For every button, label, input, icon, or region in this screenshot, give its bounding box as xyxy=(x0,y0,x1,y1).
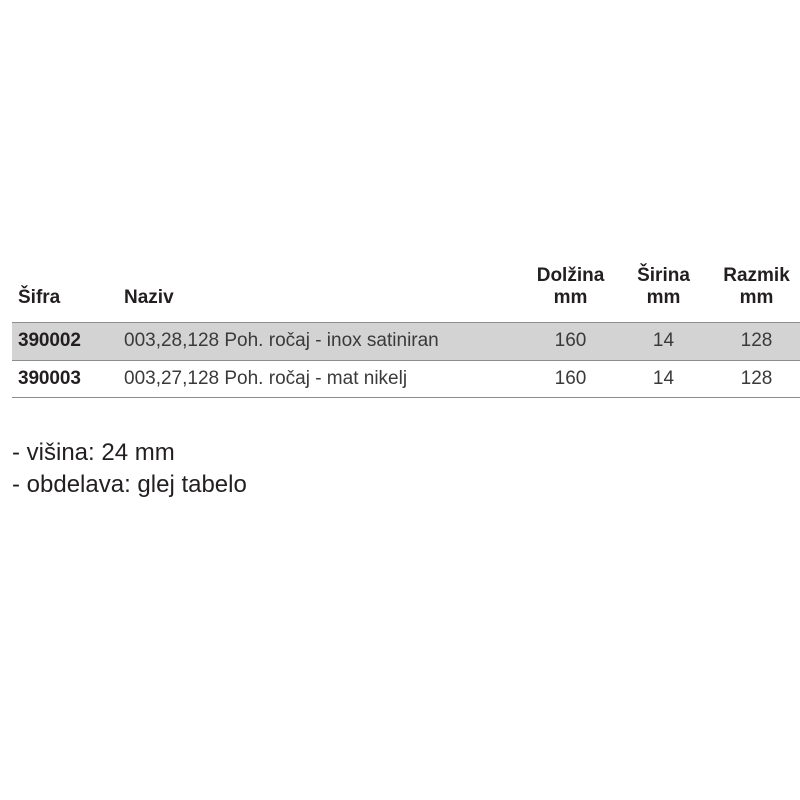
specifications-table xyxy=(12,265,800,398)
cell-name: 003,27,128 Poh. ročaj - mat nikelj xyxy=(114,360,524,398)
cell-code: 390003 xyxy=(12,360,114,398)
column-header-width xyxy=(617,265,710,322)
cell-length: 160 xyxy=(524,322,617,360)
cell-name: 003,28,128 Poh. ročaj - inox satiniran xyxy=(114,322,524,360)
cell-length: 160 xyxy=(524,360,617,398)
column-header-spacing xyxy=(710,265,800,322)
cell-width: 14 xyxy=(617,322,710,360)
cell-spacing: 128 xyxy=(710,360,800,398)
note-finish: - obdelava: glej tabelo xyxy=(12,471,247,499)
table-header xyxy=(12,265,800,322)
column-header-length xyxy=(524,265,617,322)
column-header-spacing-label: Razmik xyxy=(723,265,790,286)
cell-width: 14 xyxy=(617,360,710,398)
table-header-row xyxy=(12,265,800,322)
cell-spacing: 128 xyxy=(710,322,800,360)
column-header-width-label: Širina xyxy=(637,265,690,286)
notes-list xyxy=(12,437,712,502)
column-header-width-unit: mm xyxy=(646,287,681,309)
column-header-name: Naziv xyxy=(124,287,174,309)
column-header-length-unit: mm xyxy=(553,287,588,309)
column-header-length-label: Dolžina xyxy=(536,265,605,286)
column-header-code: Šifra xyxy=(18,287,61,309)
spec-table-container xyxy=(12,265,788,398)
cell-code: 390002 xyxy=(12,322,114,360)
table-body xyxy=(12,322,800,398)
table-row xyxy=(12,360,800,398)
note-height: - višina: 24 mm xyxy=(12,439,175,466)
table-row xyxy=(12,322,800,360)
column-header-spacing-unit: mm xyxy=(739,287,774,309)
